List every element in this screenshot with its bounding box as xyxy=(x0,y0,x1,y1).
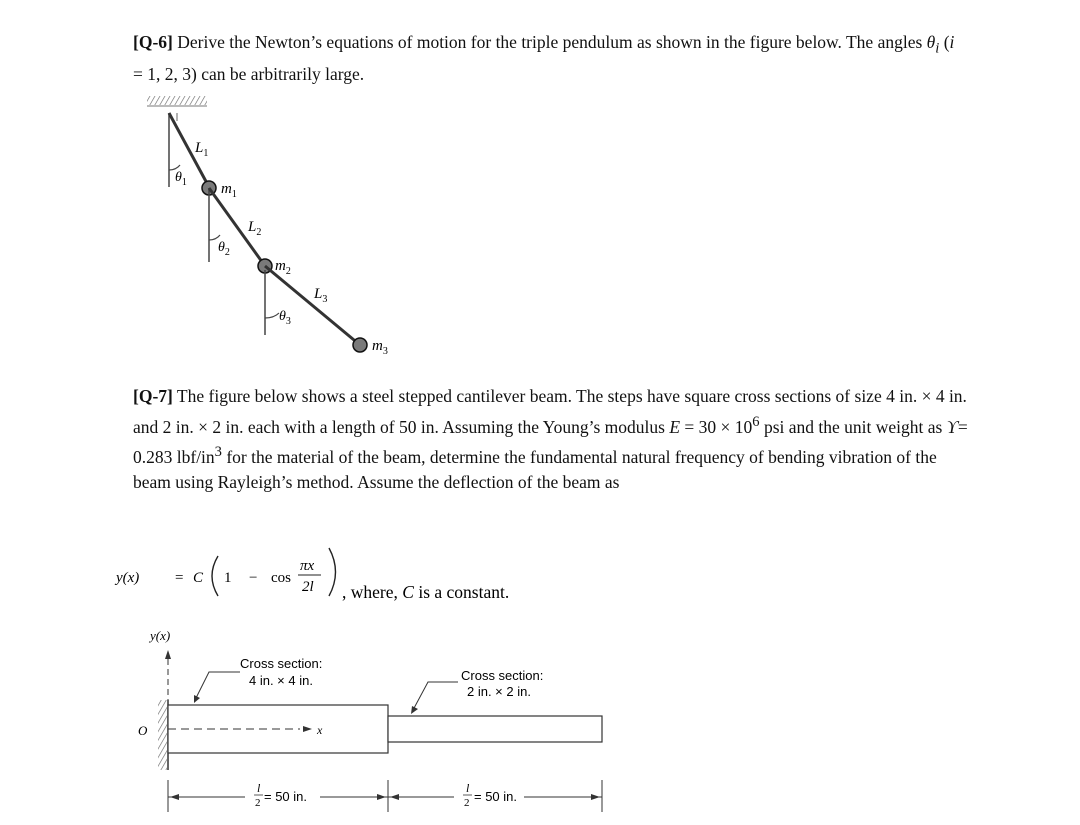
dim2-denominator: 2 xyxy=(464,797,470,809)
label-theta3: $\theta_3$ xyxy=(279,309,291,327)
eq-denominator: 2l xyxy=(302,579,314,595)
eq-numerator: πx xyxy=(300,558,315,574)
dim1-value: = 50 in. xyxy=(264,789,308,804)
dim-1-arrow-left xyxy=(170,794,179,800)
mass-3 xyxy=(353,338,367,352)
q7-E: E xyxy=(669,416,681,437)
question-6-number: [Q-6] xyxy=(133,32,173,52)
angle-arc-3 xyxy=(265,313,279,318)
q6-text-a: Derive the Newton’s equations of motion for the triple pendulum as shown in the figure below. The angles xyxy=(172,32,927,52)
q7-text-c: psi and the unit weight as xyxy=(759,416,947,437)
dim2-value: = 50 in. xyxy=(474,789,518,804)
eq-C: C xyxy=(193,570,204,586)
cs1-size: 4 in. × 4 in. xyxy=(249,673,313,688)
eq-lhs: y(x) xyxy=(116,570,140,586)
eq-cos: cos xyxy=(271,570,291,586)
label-m1: $m_1$ xyxy=(221,181,237,200)
leader-cs1 xyxy=(195,672,240,700)
rod-3 xyxy=(265,266,360,345)
q7-exp6: 6 xyxy=(752,413,760,430)
label-theta2: $\theta_2$ xyxy=(218,240,230,258)
right-paren xyxy=(329,548,336,596)
dim-2-arrow-left xyxy=(390,794,399,800)
q7-text-e: for the material of the beam, determine the fundamental natural frequency of bending vibration of the beam using Rayleigh’s method. Assume the deflection of the beam as xyxy=(133,446,937,493)
q7-text-b: = 30 × 10 xyxy=(680,416,753,437)
q7-exp3: 3 xyxy=(214,443,222,460)
left-paren xyxy=(212,556,218,596)
dim-1-arrow-right xyxy=(377,794,386,800)
label-m2: $m_2$ xyxy=(275,258,291,277)
x-axis-label: x xyxy=(317,723,323,737)
leader-cs2 xyxy=(413,682,458,710)
q6-theta: θ xyxy=(926,32,936,52)
y-axis-label: y(x) xyxy=(150,628,171,643)
ceiling-hatch xyxy=(147,96,207,105)
eq-equals: = xyxy=(175,570,184,586)
question-7-text xyxy=(133,384,968,496)
label-L3: $L_3$ xyxy=(314,286,328,305)
question-7-number: [Q-7] xyxy=(133,386,173,406)
q7-text-a: The figure below shows a steel stepped cantilever beam. The steps have square cross sections of size 4 in. × 4 in. and 2 in. × 2 in. each with a length of 50 in. Assuming the Young’s modulus xyxy=(133,386,967,437)
where-text: , where, C is a constant. xyxy=(342,582,510,602)
label-theta1: $\theta_1$ xyxy=(175,170,187,188)
q6-text-b: ( xyxy=(939,32,950,52)
label-L2: $L_2$ xyxy=(248,219,262,238)
eq-minus: − xyxy=(249,570,258,586)
q6-theta-sub: i xyxy=(935,40,940,57)
dim2-numerator: l xyxy=(466,781,470,795)
q6-i-var: i xyxy=(949,32,955,52)
origin-label: O xyxy=(138,723,148,738)
cs2-title: Cross section: xyxy=(461,668,544,683)
deflection-equation xyxy=(114,548,509,602)
beam-segment-2 xyxy=(388,716,602,742)
label-m3: $m_3$ xyxy=(372,338,388,357)
q7-text-d: = 0.283 lbf/in xyxy=(133,416,968,467)
triple-pendulum-figure xyxy=(147,96,388,357)
q7-gamma: ϒ xyxy=(946,416,958,437)
cs1-title: Cross section: xyxy=(240,656,323,671)
stepped-beam-figure xyxy=(138,628,602,812)
dim1-numerator: l xyxy=(257,781,261,795)
dim1-denominator: 2 xyxy=(255,797,261,809)
label-L1: $L_1$ xyxy=(195,140,209,159)
y-axis-arrowhead xyxy=(165,650,171,659)
cs2-size: 2 in. × 2 in. xyxy=(467,684,531,699)
dim-2-arrow-right xyxy=(591,794,600,800)
q6-text-c: = 1, 2, 3) can be arbitrarily large. xyxy=(133,64,365,84)
eq-one: 1 xyxy=(224,570,232,586)
wall-hatch xyxy=(158,700,167,770)
